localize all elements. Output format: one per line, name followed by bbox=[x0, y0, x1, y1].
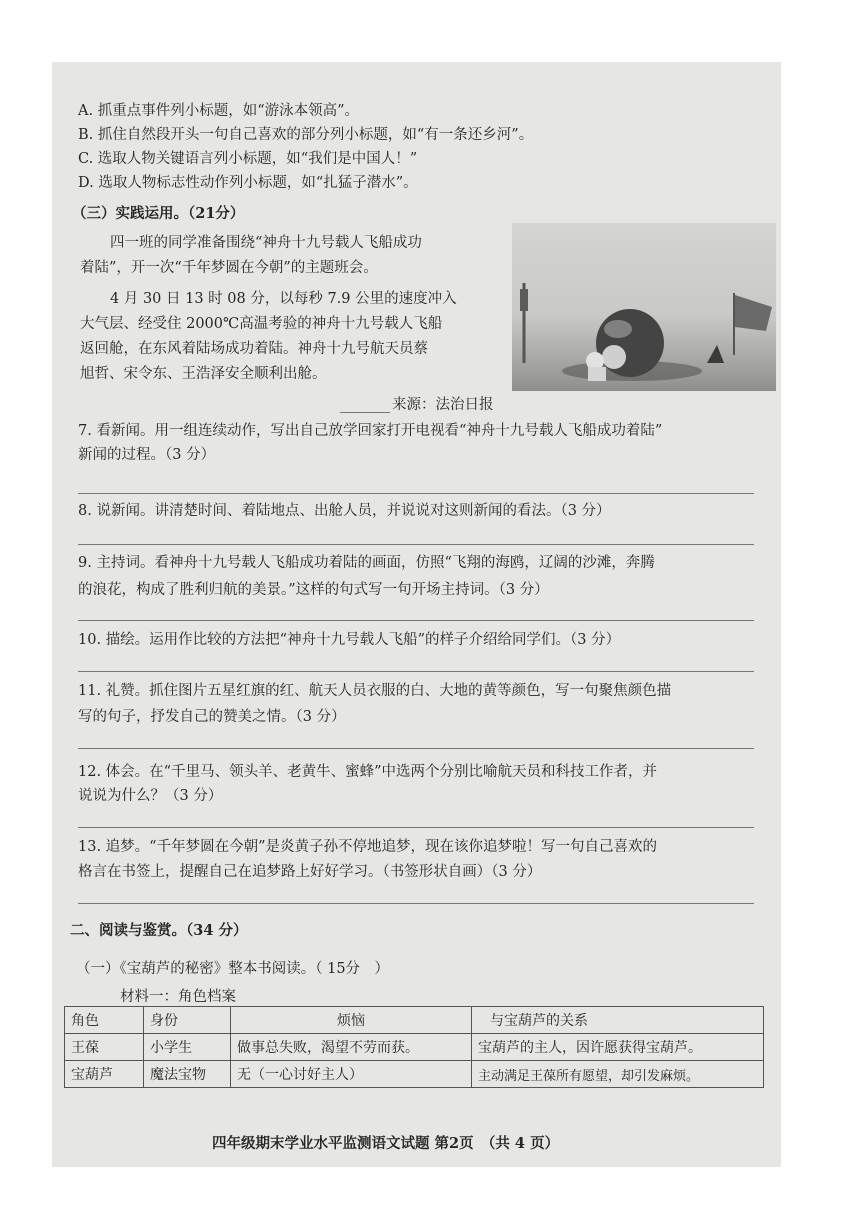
news-line-1: 4 月 30 日 13 时 08 分，以每秒 7.9 公里的速度冲入 bbox=[110, 291, 457, 307]
table-cell: 小学生 bbox=[144, 1034, 231, 1061]
part-2-heading: 二、阅读与鉴赏。（34 分） bbox=[70, 922, 248, 939]
table-header-cell: 角色 bbox=[65, 1007, 144, 1034]
q12-line-2: 说说为什么？（3 分） bbox=[78, 788, 223, 804]
q9-answer-line[interactable] bbox=[78, 620, 754, 621]
q12-answer-line[interactable] bbox=[78, 827, 754, 828]
q8-answer-line[interactable] bbox=[78, 544, 754, 545]
q9-line-1: 9. 主持词。看神舟十九号载人飞船成功着陆的画面，仿照“飞翔的海鸥，辽阔的沙滩，奔腾 bbox=[78, 555, 655, 571]
option-d: D. 选取人物标志性动作列小标题，如“扎猛子潜水”。 bbox=[78, 175, 418, 191]
intro-line-1: 四一班的同学准备围绕“神舟十九号载人飞船成功 bbox=[110, 235, 422, 251]
option-c: C. 选取人物关键语言列小标题，如“我们是中国人！” bbox=[78, 151, 418, 167]
source-underline bbox=[340, 412, 390, 413]
q10-answer-line[interactable] bbox=[78, 671, 754, 672]
q10: 10. 描绘。运用作比较的方法把“神舟十九号载人飞船”的样子介绍给同学们。（3 分） bbox=[78, 632, 621, 648]
table-header-cell: 身份 bbox=[144, 1007, 231, 1034]
q7-line-2: 新闻的过程。（3 分） bbox=[78, 447, 216, 463]
option-b: B. 抓住自然段开头一句自己喜欢的部分列小标题，如“有一条还乡河”。 bbox=[78, 127, 534, 143]
section-3-heading: （三）实践运用。（21分） bbox=[72, 205, 245, 222]
news-line-3: 返回舱，在东风着陆场成功着陆。神舟十九号航天员蔡 bbox=[80, 341, 428, 357]
q13-line-1: 13. 追梦。“千年梦圆在今朝”是炎黄子孙不停地追梦，现在该你追梦啦！写一句自己喜欢的 bbox=[78, 839, 657, 855]
q13-line-2: 格言在书签上，提醒自己在追梦路上好好学习。（书签形状自画）（3 分） bbox=[78, 864, 542, 880]
option-a: A. 抓重点事件列小标题，如“游泳本领高”。 bbox=[78, 103, 360, 119]
page-footer: 四年级期末学业水平监测语文试题 第2页 （共 4 页） bbox=[212, 1135, 560, 1152]
table-cell: 宝葫芦 bbox=[65, 1061, 144, 1088]
table-header-row bbox=[65, 1007, 764, 1034]
table-cell: 主动满足王葆所有愿望，却引发麻烦。 bbox=[472, 1061, 764, 1088]
q8: 8. 说新闻。讲清楚时间、着陆地点、出舱人员，并说说对这则新闻的看法。（3 分） bbox=[78, 503, 611, 519]
q11-line-1: 11. 礼赞。抓住图片五星红旗的红、航天人员衣服的白、大地的黄等颜色，写一句聚焦颜色描 bbox=[78, 683, 672, 699]
table-header-cell: 烦恼 bbox=[231, 1007, 472, 1034]
q11-answer-line[interactable] bbox=[78, 748, 754, 749]
q13-answer-line[interactable] bbox=[78, 903, 754, 904]
q7-line-1: 7. 看新闻。用一组连续动作，写出自己放学回家打开电视看“神舟十九号载人飞船成功着陆” bbox=[78, 423, 663, 439]
table-cell: 王葆 bbox=[65, 1034, 144, 1061]
table-cell: 做事总失败，渴望不劳而获。 bbox=[231, 1034, 472, 1061]
q11-line-2: 写的句子，抒发自己的赞美之情。（3 分） bbox=[78, 709, 346, 725]
table-row bbox=[65, 1061, 764, 1088]
table-cell: 魔法宝物 bbox=[144, 1061, 231, 1088]
table-row bbox=[65, 1034, 764, 1061]
q7-answer-line[interactable] bbox=[78, 493, 754, 494]
q12-line-1: 12. 体会。在“千里马、领头羊、老黄牛、蜜蜂”中选两个分别比喻航天员和科技工作者，并 bbox=[78, 764, 657, 780]
exam-page bbox=[52, 62, 781, 1167]
news-line-2: 大气层、经受住 2000℃高温考验的神舟十九号载人飞船 bbox=[80, 316, 443, 332]
material-label: 材料一：角色档案 bbox=[120, 989, 236, 1005]
news-line-4: 旭哲、宋令东、王浩泽安全顺利出舱。 bbox=[80, 366, 327, 382]
part-2-sub-heading: （一）《宝葫芦的秘密》整本书阅读。（ 15分 ） bbox=[76, 961, 390, 977]
table-cell: 无（一心讨好主人） bbox=[231, 1061, 472, 1088]
table-cell: 宝葫芦的主人，因许愿获得宝葫芦。 bbox=[472, 1034, 764, 1061]
intro-line-2: 着陆”，开一次“千年梦圆在今朝”的主题班会。 bbox=[80, 260, 378, 276]
character-profile-table bbox=[64, 1006, 764, 1088]
capsule-landing-photo bbox=[512, 223, 776, 391]
q9-line-2: 的浪花，构成了胜利归航的美景。”这样的句式写一句开场主持词。（3 分） bbox=[78, 582, 549, 598]
table-header-cell: 与宝葫芦的关系 bbox=[472, 1007, 764, 1034]
news-source: 来源：法治日报 bbox=[392, 397, 494, 413]
